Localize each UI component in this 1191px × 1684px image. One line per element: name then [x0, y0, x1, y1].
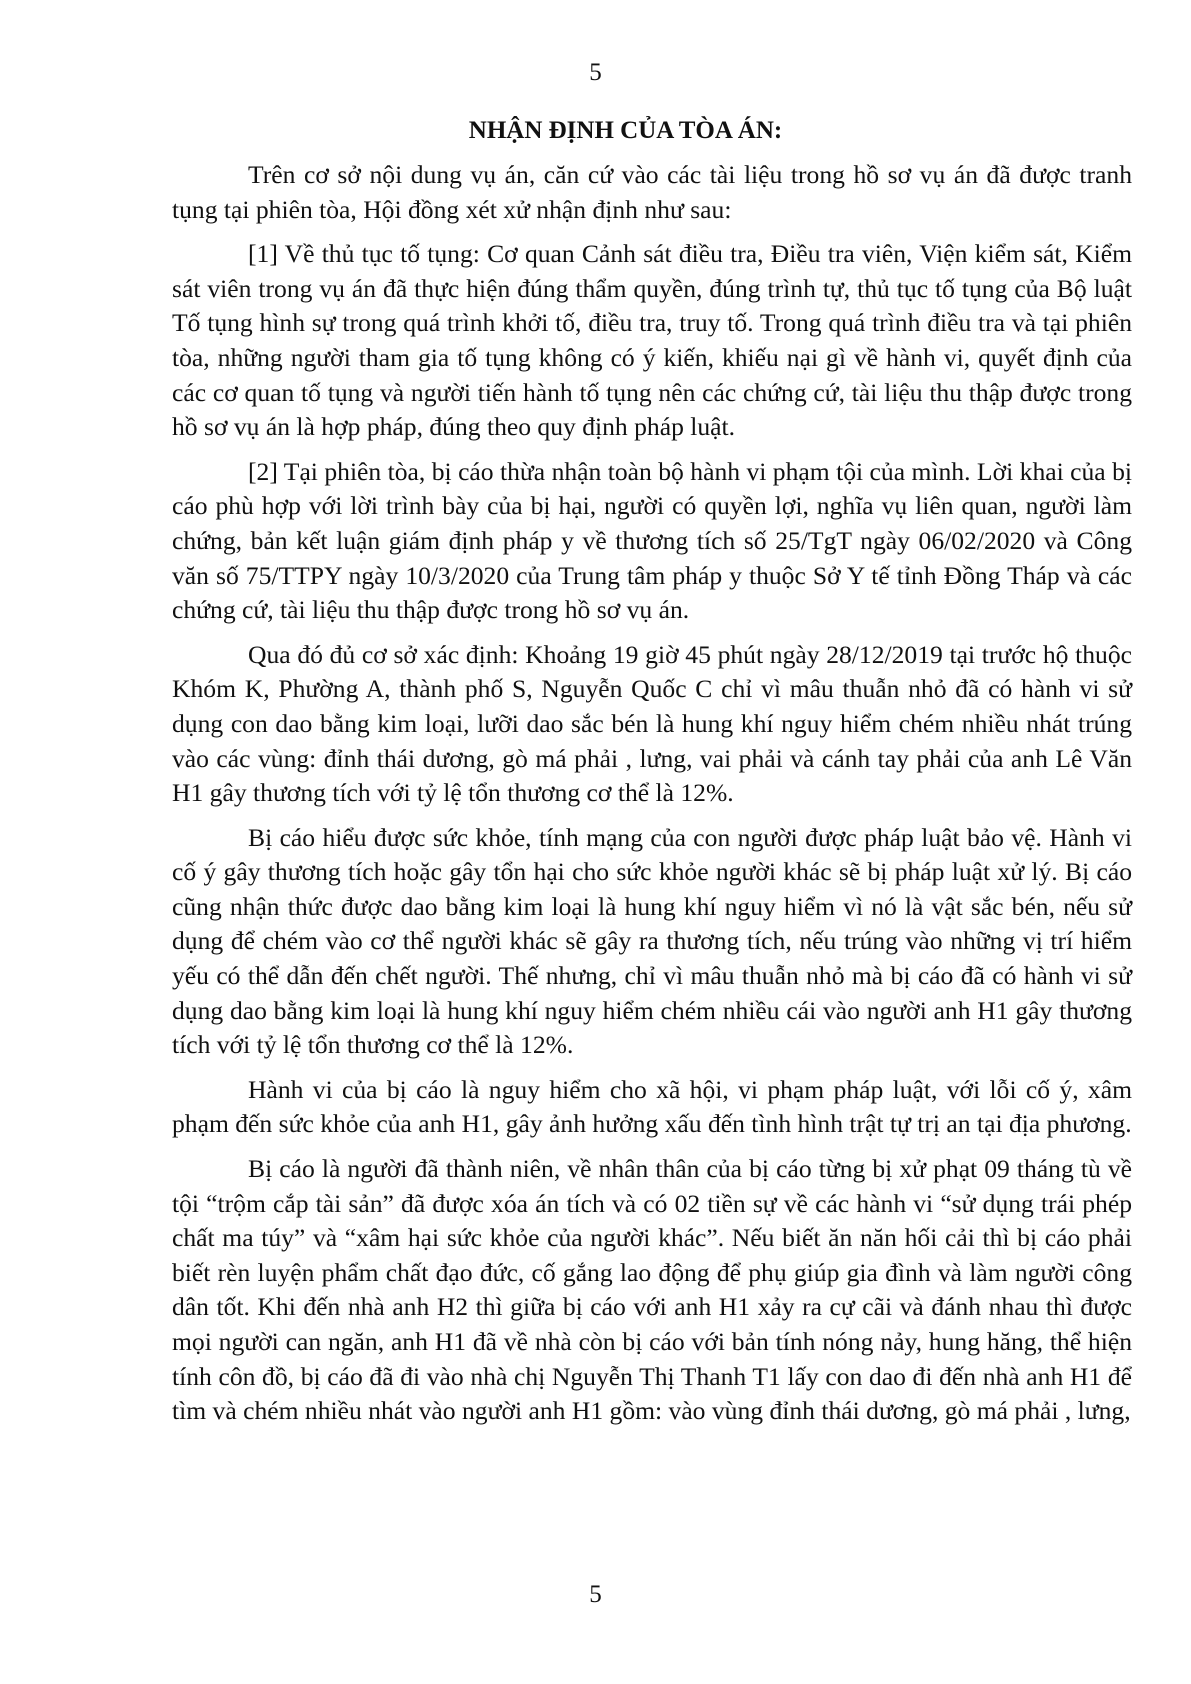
page-number-bottom: 5: [589, 1581, 602, 1608]
page-number-top: 5: [589, 59, 602, 86]
paragraph-confession: [2] Tại phiên tòa, bị cáo thừa nhận toàn bộ hành vi phạm tội của mình. Lời khai của bị cáo phù hợp với lời trình bày của bị hại, người có quyền lợi, nghĩa vụ liên quan, người làm chứng, bản kết luận giám định pháp y về thương tích số 25/TgT ngày 06/02/2020 và Công văn số 75/TTPY ngày 10/3/2020 của Trung tâm pháp y thuộc Sở Y tế tỉnh Đồng Tháp và các chứng cứ, tài liệu thu thập được trong hồ sơ vụ án.: [172, 456, 1132, 625]
paragraph-background: Bị cáo là người đã thành niên, về nhân thân của bị cáo từng bị xử phạt 09 tháng tù về tội “trộm cắp tài sản” đã được xóa án tích và có 02 tiền sự về các hành vi “sử dụng trái phép chất ma túy” và “xâm hại sức khỏe của người khác”. Nếu biết ăn năn hối cải thì bị cáo phải biết rèn luyện phẩm chất đạo đức, cố gắng lao động để phụ giúp gia đình và làm người công dân tốt. Khi đến nhà anh H2 thì giữa bị cáo với anh H1 xảy ra cự cãi và đánh nhau thì được mọi người can ngăn, anh H1 đã về nhà còn bị cáo với bản tính nóng nảy, hung hăng, thể hiện tính côn đồ, bị cáo đã đi vào nhà chị Nguyễn Thị Thanh T1 lấy con dao đi đến nhà anh H1 để tìm và chém nhiều nhát vào người anh H1 gồm: vào vùng đỉnh thái dương, gò má phải , lưng,: [172, 1154, 1132, 1426]
paragraph-procedure: [1] Về thủ tục tố tụng: Cơ quan Cảnh sát điều tra, Điều tra viên, Viện kiểm sát, Kiểm sát viên trong vụ án đã thực hiện đúng thẩm quyền, đúng trình tự, thủ tục tố tụng của Bộ luật Tố tụng hình sự trong quá trình khởi tố, điều tra, truy tố. Trong quá trình điều tra và tại phiên tòa, những người tham gia tố tụng không có ý kiến, khiếu nại gì về hành vi, quyết định của các cơ quan tố tụng và người tiến hành tố tụng nên các chứng cứ, tài liệu thu thập được trong hồ sơ vụ án là hợp pháp, đúng theo quy định pháp luật.: [172, 239, 1132, 442]
paragraph-awareness: Bị cáo hiểu được sức khỏe, tính mạng của con người được pháp luật bảo vệ. Hành vi cố ý gây thương tích hoặc gây tổn hại cho sức khỏe người khác sẽ bị pháp luật xử lý. Bị cáo cũng nhận thức được dao bằng kim loại là hung khí nguy hiểm vì nó là vật sắc bén, nếu sử dụng để chém vào cơ thể người khác sẽ gây ra thương tích, nếu trúng vào những vị trí hiểm yếu có thể dẫn đến chết người. Thế nhưng, chỉ vì mâu thuẫn nhỏ mà bị cáo đã có hành vi sử dụng dao bằng kim loại là hung khí nguy hiểm chém nhiều cái vào người anh H1 gây thương tích với tỷ lệ tổn thương cơ thể là 12%.: [172, 822, 1132, 1060]
paragraph-facts: Qua đó đủ cơ sở xác định: Khoảng 19 giờ 45 phút ngày 28/12/2019 tại trước hộ thuộc Khóm K, Phường A, thành phố S, Nguyễn Quốc C chỉ vì mâu thuẫn nhỏ đã có hành vi sử dụng con dao bằng kim loại, lưỡi dao sắc bén là hung khí nguy hiểm chém nhiều nhát trúng vào các vùng: đỉnh thái dương, gò má phải , lưng, vai phải và cánh tay phải của anh Lê Văn H1 gây thương tích với tỷ lệ tổn thương cơ thể là 12%.: [172, 639, 1132, 808]
document-body: [172, 158, 1132, 1439]
paragraph-intro: Trên cơ sở nội dung vụ án, căn cứ vào các tài liệu trong hồ sơ vụ án đã được tranh tụng tại phiên tòa, Hội đồng xét xử nhận định như sau:: [172, 160, 1132, 224]
section-heading: NHẬN ĐỊNH CỦA TÒA ÁN:: [468, 117, 783, 144]
paragraph-danger: Hành vi của bị cáo là nguy hiểm cho xã hội, vi phạm pháp luật, với lỗi cố ý, xâm phạm đến sức khỏe của anh H1, gây ảnh hưởng xấu đến tình hình trật tự trị an tại địa phương.: [172, 1074, 1132, 1139]
